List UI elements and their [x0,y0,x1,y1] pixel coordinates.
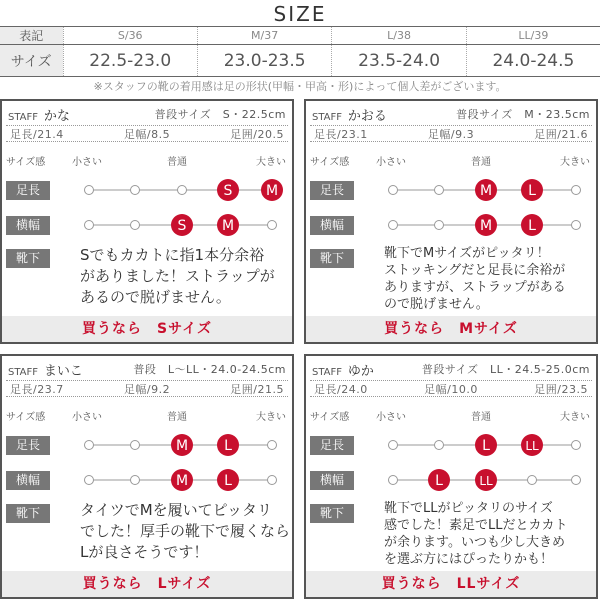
comment-line: 靴下でMサイズがピッタリ！ [384,246,550,261]
socks-row-label: 靴下 [310,249,354,268]
scale-large-label: 大きい [560,157,590,168]
fit-marker-label: L [224,473,232,489]
fit-marker [475,179,497,201]
width-row-label: 横幅 [6,216,50,235]
fit-marker-label: L [435,473,443,489]
scale-dot [389,476,398,485]
scale-dot [389,221,398,230]
scale-dot [85,221,94,230]
usual-size: 普段サイズ LL・24.5-25.0cm [421,363,590,376]
width-row-label: 横幅 [6,471,50,490]
staff-comment [80,245,292,308]
foot-circumference-value: 足囲/21.5 [230,382,284,396]
scale-dot [572,221,581,230]
scale-dot [131,186,140,195]
fit-marker [171,434,193,456]
scale-dot [131,441,140,450]
size-value-cell: 23.0-23.5 [197,45,331,77]
width-row-label: 横幅 [310,471,354,490]
comment-line: がありました！ストラップが [80,267,275,285]
fit-marker-label: LL [479,474,493,488]
staff-comment [384,245,596,313]
page-title: SIZE [273,2,327,26]
size-header-cell: L/38 [332,27,466,45]
scale-dot [268,441,277,450]
recommended-size: 買うなら Lサイズ [2,571,292,597]
fit-marker [428,469,450,491]
foot-circumference-value: 足囲/23.5 [534,382,588,396]
scale-small-label: 小さい [376,412,406,423]
fit-marker [217,214,239,236]
fit-scale-label: サイズ感 [310,412,350,423]
size-table-value-row [0,45,600,77]
length-row-label: 足長 [6,436,50,455]
fit-marker-label: M [221,218,235,234]
scale-normal-label: 普通 [471,157,491,168]
staff-label: STAFF [312,112,343,123]
comment-line: 靴下でLLがピッタリのサイズ [384,501,553,516]
size-table-header-row [0,27,600,45]
scale-small-label: 小さい [376,157,406,168]
foot-width-value: 足幅/10.0 [424,382,478,396]
socks-row-label: 靴下 [6,504,50,523]
fit-scale-label: サイズ感 [6,157,46,168]
fit-marker-label: M [265,183,279,199]
fit-marker-label: M [479,183,493,199]
recommended-size: 買うなら LLサイズ [306,571,596,597]
size-header-cell: LL/39 [466,27,600,45]
usual-size: 普段サイズ M・23.5cm [456,108,590,121]
scale-dot [435,441,444,450]
fit-marker-label: M [175,438,189,454]
scale-dot [268,476,277,485]
scale-dot [572,186,581,195]
foot-width-value: 足幅/9.2 [123,382,171,396]
fit-disclaimer-note: ※スタッフの靴の着用感は足の形状(甲幅・甲高・形)によって個人差がございます。 [93,80,507,93]
scale-dot [435,221,444,230]
fit-marker [217,469,239,491]
fit-marker [521,179,543,201]
fit-marker [521,214,543,236]
comment-line: Sでもカカトに指1本分余裕 [80,246,265,264]
scale-dot [85,441,94,450]
fit-marker-label: LL [525,439,539,453]
scale-dot [572,476,581,485]
length-row-label: 足長 [6,181,50,200]
scale-normal-label: 普通 [471,412,491,423]
foot-width-value: 足幅/9.3 [427,127,475,141]
scale-dot [131,476,140,485]
fit-marker [171,214,193,236]
scale-dot [572,441,581,450]
size-header-cell: S/36 [63,27,197,45]
staff-name: かおる [347,109,387,124]
fit-marker-label: S [223,183,233,199]
comment-line: を選ぶ方にはぴったりかも！ [384,552,554,567]
size-value-cell: 23.5-24.0 [332,45,466,77]
comment-line: でした！厚手の靴下で履くなら [80,522,291,540]
comment-line: あるので脱げません。 [80,288,231,306]
socks-row-label: 靴下 [6,249,50,268]
size-table-row-label: サイズ [0,45,63,77]
staff-name: まいこ [43,364,83,379]
comment-line: が余ります。いつも少し大きめ [384,535,565,550]
fit-marker [475,434,497,456]
staff-card-kana [0,99,294,344]
scale-small-label: 小さい [72,157,102,168]
fit-marker-label: L [482,438,490,454]
fit-scale-label: サイズ感 [310,157,350,168]
foot-circumference-value: 足囲/20.5 [230,127,284,141]
scale-large-label: 大きい [256,412,286,423]
comment-line: ありますが、ストラップがある [384,280,566,295]
foot-length-value: 足長/23.7 [10,382,64,396]
size-header-cell: M/37 [197,27,331,45]
scale-dot [85,186,94,195]
staff-name: ゆか [347,364,374,379]
foot-circumference-value: 足囲/21.6 [534,127,588,141]
staff-card-maiko [0,354,294,599]
length-row-label: 足長 [310,181,354,200]
staff-label: STAFF [8,367,39,378]
fit-marker [261,179,283,201]
fit-marker-label: L [528,183,536,199]
fit-marker [475,469,497,491]
scale-dot [528,476,537,485]
staff-label: STAFF [8,112,39,123]
scale-dot [178,186,187,195]
size-table [0,26,600,77]
usual-size: 普段サイズ S・22.5cm [154,108,286,121]
fit-marker-label: M [175,473,189,489]
size-table-header-label: 表記 [0,27,63,45]
scale-dot [435,186,444,195]
width-row-label: 横幅 [310,216,354,235]
staff-comment [384,500,596,568]
scale-dot [268,221,277,230]
comment-line: タイツでMを履いてピッタリ [80,501,273,519]
comment-line: ので脱げません。 [384,297,489,312]
foot-width-value: 足幅/8.5 [123,127,171,141]
fit-marker [171,469,193,491]
fit-scale-label: サイズ感 [6,412,46,423]
comment-line: ストッキングだと足長に余裕が [384,263,566,278]
fit-marker-label: L [528,218,536,234]
size-value-cell: 22.5-23.0 [63,45,197,77]
comment-line: 感でした！素足でLLだとカカト [384,518,568,533]
scale-dot [389,186,398,195]
foot-length-value: 足長/21.4 [10,127,64,141]
fit-marker-label: S [177,218,187,234]
scale-large-label: 大きい [256,157,286,168]
size-value-cell: 24.0-24.5 [466,45,600,77]
staff-comment [80,500,292,563]
scale-normal-label: 普通 [167,412,187,423]
fit-marker-label: L [224,438,232,454]
length-row-label: 足長 [310,436,354,455]
usual-size: 普段 L〜LL・24.0-24.5cm [133,363,286,376]
fit-marker [217,179,239,201]
foot-length-value: 足長/24.0 [314,382,368,396]
comment-line: Lが良さそうです！ [80,543,209,561]
fit-marker [475,214,497,236]
scale-normal-label: 普通 [167,157,187,168]
fit-marker [521,434,543,456]
staff-label: STAFF [312,367,343,378]
staff-card-yuka [304,354,598,599]
scale-dot [131,221,140,230]
scale-small-label: 小さい [72,412,102,423]
foot-length-value: 足長/23.1 [314,127,368,141]
staff-name: かな [43,109,70,124]
socks-row-label: 靴下 [310,504,354,523]
fit-marker [217,434,239,456]
fit-marker-label: M [479,218,493,234]
scale-dot [85,476,94,485]
recommended-size: 買うなら Mサイズ [306,316,596,342]
staff-card-kaoru [304,99,598,344]
recommended-size: 買うなら Sサイズ [2,316,292,342]
scale-dot [389,441,398,450]
scale-large-label: 大きい [560,412,590,423]
